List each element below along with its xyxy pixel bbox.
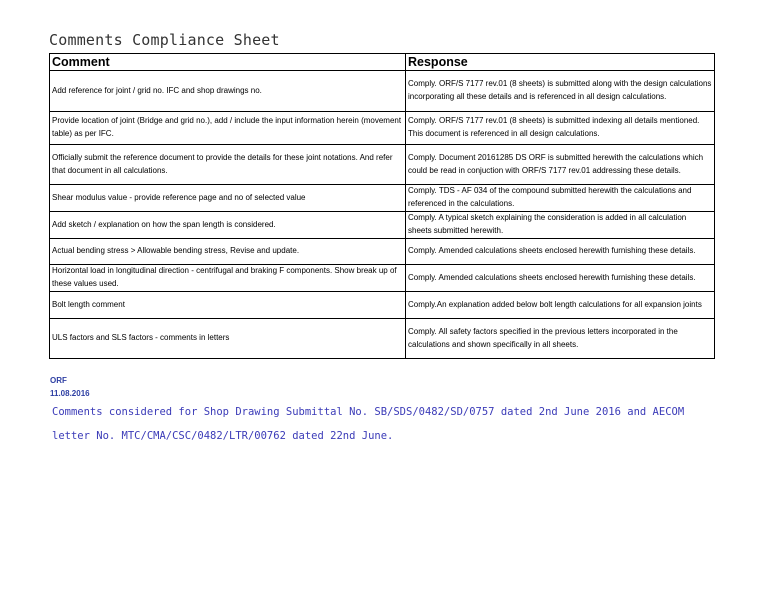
page-title: Comments Compliance Sheet	[49, 31, 280, 49]
review-date: 11.08.2016	[50, 389, 90, 398]
response-cell: Comply. Amended calculations sheets enclosed herewith furnishing these details.	[406, 239, 715, 265]
compliance-table	[49, 53, 715, 359]
response-cell: Comply. Document 20161285 DS ORF is submitted herewith the calculations which could be read in conjuction with ORF/S 7177 rev.01 addressing these details.	[406, 145, 715, 185]
response-cell: Comply. A typical sketch explaining the consideration is added in all calculation sheets submitted herewith.	[406, 212, 715, 239]
table-row	[50, 212, 715, 239]
comment-column-header: Comment	[50, 54, 406, 71]
comment-cell: Bolt length comment	[50, 292, 406, 319]
table-row	[50, 71, 715, 112]
submittal-note-line: letter No. MTC/CMA/CSC/0482/LTR/00762 dated 22nd June.	[52, 430, 394, 442]
table-header-row	[50, 54, 715, 71]
comment-cell: Add reference for joint / grid no. IFC and shop drawings no.	[50, 71, 406, 112]
response-cell: Comply. ORF/S 7177 rev.01 (8 sheets) is submitted along with the design calculations incorporating all these details and is referenced in all design calculations.	[406, 71, 715, 112]
submittal-note-line: Comments considered for Shop Drawing Submittal No. SB/SDS/0482/SD/0757 dated 2nd June 2016 and AECOM	[52, 406, 685, 418]
comment-cell: Actual bending stress > Allowable bending stress, Revise and update.	[50, 239, 406, 265]
comment-cell: Add sketch / explanation on how the span length is considered.	[50, 212, 406, 239]
comment-cell: Shear modulus value - provide reference page and no of selected value	[50, 185, 406, 212]
comment-cell: Horizontal load in longitudinal direction - centrifugal and braking F components. Show break up of these values used.	[50, 265, 406, 292]
table-row	[50, 145, 715, 185]
response-cell: Comply.An explanation added below bolt length calculations for all expansion joints	[406, 292, 715, 319]
table-row	[50, 292, 715, 319]
table-row	[50, 185, 715, 212]
submittal-note	[52, 400, 768, 448]
table-row	[50, 265, 715, 292]
comment-cell: Provide location of joint (Bridge and grid no.), add / include the input information herein (movement table) as per IFC.	[50, 112, 406, 145]
comment-cell: ULS factors and SLS factors - comments in letters	[50, 319, 406, 359]
response-cell: Comply. All safety factors specified in the previous letters incorporated in the calculations and shown specifically in all sheets.	[406, 319, 715, 359]
response-column-header: Response	[406, 54, 715, 71]
response-cell: Comply. Amended calculations sheets enclosed herewith furnishing these details.	[406, 265, 715, 292]
comment-cell: Officially submit the reference document to provide the details for these joint notations. And refer that document in all calculations.	[50, 145, 406, 185]
response-cell: Comply. ORF/S 7177 rev.01 (8 sheets) is submitted indexing all details mentioned. This document is referenced in all design calculations.	[406, 112, 715, 145]
reviewer-initials: ORF	[50, 376, 67, 385]
table-row	[50, 112, 715, 145]
table-row	[50, 239, 715, 265]
table-row	[50, 319, 715, 359]
response-cell: Comply. TDS - AF 034 of the compound submitted herewith the calculations and referenced in the calculations.	[406, 185, 715, 212]
